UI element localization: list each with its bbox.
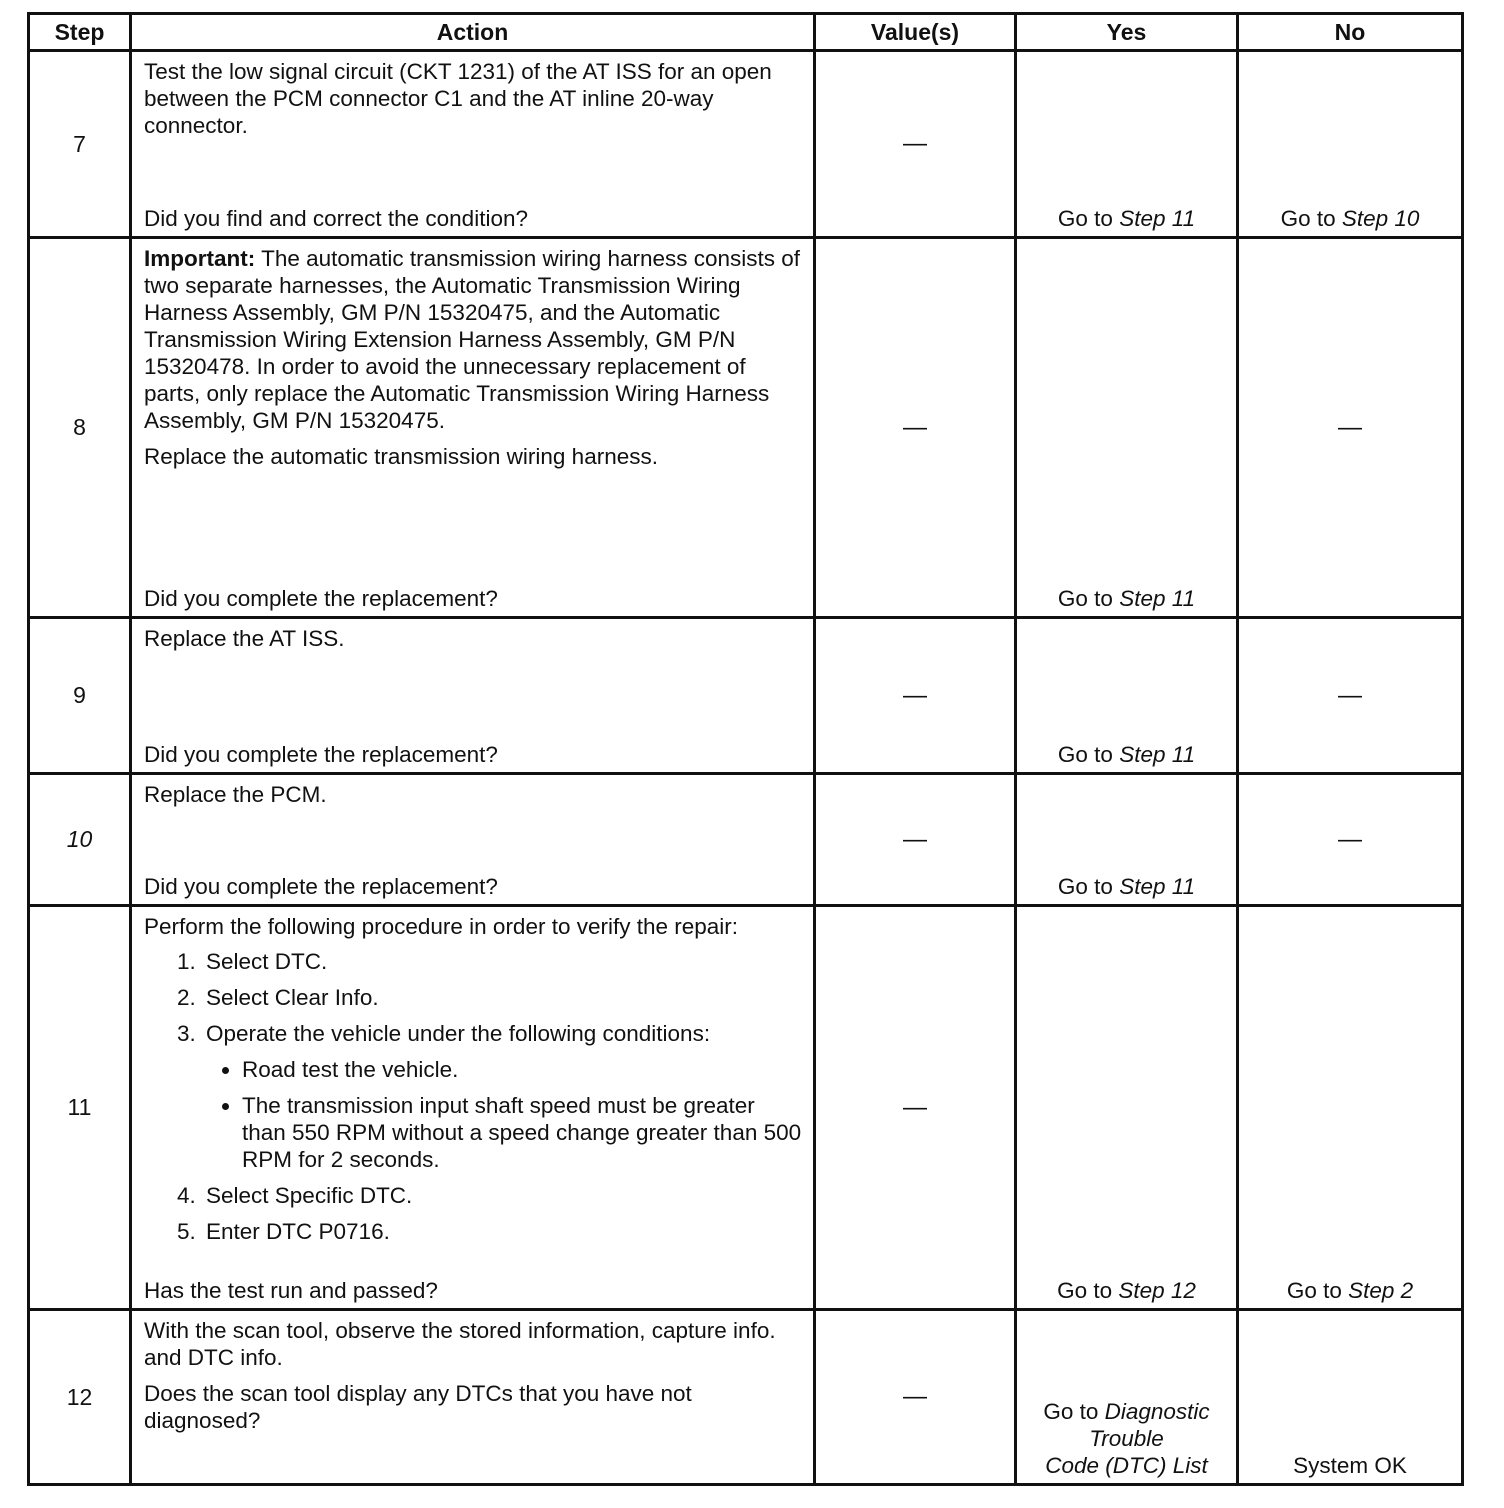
value-cell: — — [815, 774, 1016, 906]
value-cell: — — [815, 618, 1016, 774]
action-cell — [131, 618, 815, 774]
no-cell — [1238, 906, 1463, 1310]
yes-cell — [1016, 906, 1238, 1310]
header-values: Value(s) — [815, 14, 1016, 51]
yes-step-link[interactable]: Step 11 — [1119, 874, 1196, 899]
procedure-step: 4. Select Specific DTC. — [202, 1182, 803, 1209]
yes-prefix: Go to — [1057, 586, 1120, 611]
yes-dtc-link-part-1[interactable]: Diagnostic — [1104, 1399, 1210, 1424]
procedure-step: 5. Enter DTC P0716. — [202, 1218, 803, 1245]
action-cell — [131, 1310, 815, 1485]
no-step-link[interactable]: Step 10 — [1341, 206, 1420, 231]
yes-line-1 — [1017, 1398, 1236, 1425]
yes-prefix: Go to — [1057, 206, 1120, 231]
important-text: The automatic transmission wiring harness consists of two separate harnesses, the Automatic Transmission Wiring Harness Assembly, GM P/N 15320475, and the Automatic Transmission Wiring Extension Harness Assembly, GM P/N 15320478. In order to avoid the unnecessary replacement of parts, only replace the Automatic Transmission Wiring Harness Assembly, GM P/N 15320475. — [144, 246, 801, 433]
no-cell — [1238, 51, 1463, 238]
no-cell: — — [1238, 618, 1463, 774]
no-step-link[interactable]: Step 2 — [1348, 1278, 1414, 1303]
table-row — [29, 906, 1463, 1310]
procedure-list — [144, 948, 803, 1245]
header-yes: Yes — [1016, 14, 1238, 51]
step-number: 11 — [29, 906, 131, 1310]
action-text: With the scan tool, observe the stored information, capture info. and DTC info. — [144, 1318, 776, 1370]
procedure-step: 2. Select Clear Info. — [202, 984, 803, 1011]
yes-prefix: Go to — [1057, 1278, 1119, 1303]
value-cell: — — [815, 1310, 1016, 1485]
yes-prefix: Go to — [1057, 742, 1120, 767]
header-action: Action — [131, 14, 815, 51]
action-question: Did you complete the replacement? — [144, 586, 498, 611]
table-row — [29, 238, 1463, 618]
step-number: 7 — [29, 51, 131, 238]
action-question: Has the test run and passed? — [144, 1278, 438, 1303]
yes-line-3 — [1017, 1452, 1236, 1479]
no-cell: — — [1238, 238, 1463, 618]
procedure-step-text: Operate the vehicle under the following conditions: — [206, 1021, 711, 1046]
value-cell: — — [815, 238, 1016, 618]
yes-cell — [1016, 51, 1238, 238]
action-text: Replace the AT ISS. — [144, 626, 345, 651]
action-text: Replace the automatic transmission wiring harness. — [144, 444, 658, 469]
table-row — [29, 1310, 1463, 1485]
table-row — [29, 51, 1463, 238]
yes-cell — [1016, 618, 1238, 774]
action-question: Did you complete the replacement? — [144, 874, 498, 899]
action-text: Replace the PCM. — [144, 782, 327, 807]
yes-dtc-link-part-3[interactable]: Code (DTC) List — [1045, 1453, 1208, 1478]
action-question: Did you find and correct the condition? — [144, 206, 528, 231]
condition-item: • Road test the vehicle. — [242, 1056, 803, 1083]
action-text: Test the low signal circuit (CKT 1231) of the AT ISS for an open between the PCM connector C1 and the AT inline 20-way connector. — [144, 59, 772, 138]
action-cell — [131, 774, 815, 906]
yes-prefix: Go to — [1057, 874, 1120, 899]
no-prefix: Go to — [1280, 206, 1342, 231]
yes-step-link[interactable]: Step 11 — [1119, 586, 1196, 611]
yes-step-link[interactable]: Step 12 — [1118, 1278, 1196, 1303]
header-no: No — [1238, 14, 1463, 51]
value-cell: — — [815, 51, 1016, 238]
yes-cell — [1016, 1310, 1238, 1485]
yes-cell — [1016, 238, 1238, 618]
table-header-row — [29, 14, 1463, 51]
yes-line-2 — [1017, 1425, 1236, 1452]
condition-item: • The transmission input shaft speed must be greater than 550 RPM without a speed change greater than 500 RPM for 2 seconds. — [242, 1092, 803, 1173]
yes-step-link[interactable]: Step 11 — [1119, 742, 1196, 767]
step-number: 9 — [29, 618, 131, 774]
yes-dtc-link-part-2[interactable]: Trouble — [1089, 1426, 1164, 1451]
yes-cell — [1016, 774, 1238, 906]
table-row — [29, 618, 1463, 774]
no-cell: System OK — [1238, 1310, 1463, 1485]
important-label: Important: — [144, 246, 256, 271]
action-intro: Perform the following procedure in order to verify the repair: — [144, 914, 739, 939]
procedure-step: 1. Select DTC. — [202, 948, 803, 975]
condition-list — [206, 1056, 803, 1173]
action-cell — [131, 238, 815, 618]
no-cell: — — [1238, 774, 1463, 906]
action-cell — [131, 51, 815, 238]
step-number: 12 — [29, 1310, 131, 1485]
action-question: Did you complete the replacement? — [144, 742, 498, 767]
table-row — [29, 774, 1463, 906]
diagnostic-table — [27, 12, 1464, 1486]
step-number: 8 — [29, 238, 131, 618]
value-cell: — — [815, 906, 1016, 1310]
step-number: 10 — [29, 774, 131, 906]
yes-step-link[interactable]: Step 11 — [1119, 206, 1196, 231]
procedure-step — [202, 1020, 803, 1173]
action-question: Does the scan tool display any DTCs that you have not diagnosed? — [144, 1381, 692, 1433]
action-cell — [131, 906, 815, 1310]
important-note — [144, 245, 803, 434]
header-step: Step — [29, 14, 131, 51]
yes-prefix: Go to — [1043, 1399, 1105, 1424]
no-prefix: Go to — [1286, 1278, 1349, 1303]
